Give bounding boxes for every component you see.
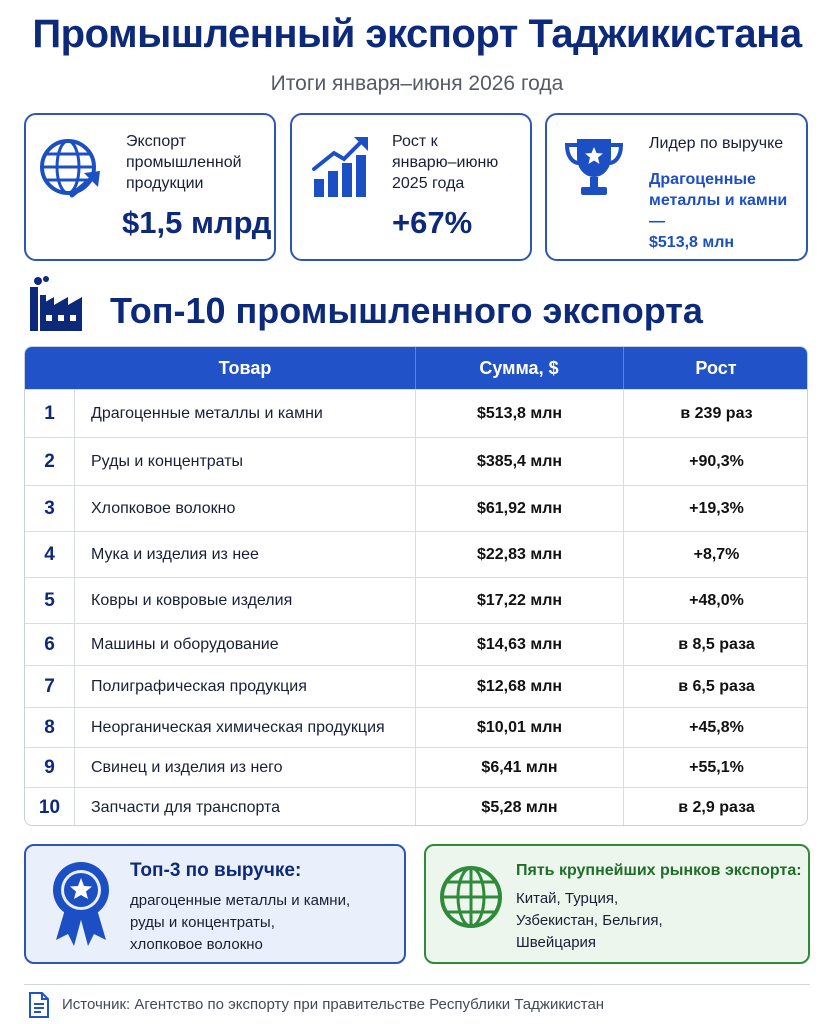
card-highlight-line: металлы и камни — — [649, 192, 788, 230]
row-sum: $385,4 млн — [415, 438, 623, 485]
row-growth: +19,3% — [623, 486, 808, 531]
revenue-leader-card — [545, 113, 808, 261]
page-title: Промышленный экспорт Таджикистана — [32, 12, 802, 56]
card-highlight-line: Драгоценные — [649, 171, 756, 188]
row-number: 8 — [25, 708, 75, 747]
card-label: Лидер по выручке — [649, 135, 784, 152]
table-header — [25, 347, 808, 389]
card-label-line: промышленной — [126, 154, 242, 171]
table-row — [25, 389, 808, 437]
row-number: 7 — [25, 666, 75, 707]
top10-table — [24, 346, 808, 826]
row-number: 4 — [25, 532, 75, 577]
table-row — [25, 787, 808, 826]
markets-line: Узбекистан, Бельгия, — [516, 912, 663, 929]
row-item: Неорганическая химическая продукция — [91, 718, 385, 736]
row-sum: $513,8 млн — [415, 390, 623, 437]
award-ribbon-icon — [48, 858, 114, 948]
trophy-icon — [561, 135, 627, 201]
row-number: 6 — [25, 624, 75, 665]
row-item: Машины и оборудование — [91, 635, 279, 653]
row-item: Ковры и ковровые изделия — [91, 591, 293, 609]
row-number: 5 — [25, 578, 75, 623]
factory-icon — [26, 275, 92, 333]
card-label-line: Рост к — [392, 133, 438, 150]
row-growth: в 239 раз — [623, 390, 808, 437]
growth-card — [290, 113, 532, 261]
card-value: +67% — [392, 205, 473, 240]
footer-divider — [24, 984, 810, 985]
card-label-line: продукции — [126, 175, 204, 192]
source-text: Источник: Агентство по экспорту при правительстве Республики Таджикистан — [62, 996, 605, 1013]
header-sum: Сумма, $ — [479, 358, 559, 378]
row-growth: +45,8% — [623, 708, 808, 747]
row-number: 10 — [25, 788, 75, 826]
row-item: Мука и изделия из нее — [91, 545, 259, 563]
row-growth: +55,1% — [623, 748, 808, 787]
row-growth: +90,3% — [623, 438, 808, 485]
row-sum: $6,41 млн — [415, 748, 623, 787]
card-highlight-line: $513,8 млн — [649, 234, 735, 251]
header-divider — [415, 347, 416, 389]
row-number: 1 — [25, 390, 75, 437]
top3-box — [24, 844, 406, 964]
row-item: Драгоценные металлы и камни — [91, 404, 323, 422]
card-value: $1,5 млрд — [122, 205, 272, 240]
table-row — [25, 623, 808, 665]
card-label-line: январю–июню — [392, 154, 499, 171]
row-number: 2 — [25, 438, 75, 485]
document-icon — [28, 992, 50, 1018]
row-number: 3 — [25, 486, 75, 531]
top3-line: драгоценные металлы и камни, — [130, 892, 351, 909]
header-growth: Рост — [695, 358, 737, 378]
row-item: Полиграфическая продукция — [91, 677, 307, 695]
row-item: Запчасти для транспорта — [91, 798, 281, 816]
table-row — [25, 747, 808, 787]
table-row — [25, 437, 808, 485]
markets-box — [424, 844, 810, 964]
bar-chart-up-icon — [310, 135, 372, 201]
row-sum: $12,68 млн — [415, 666, 623, 707]
row-number: 9 — [25, 748, 75, 787]
markets-line: Китай, Турция, — [516, 890, 619, 907]
export-total-card — [24, 113, 276, 261]
row-sum: $22,83 млн — [415, 532, 623, 577]
row-growth: в 2,9 раза — [623, 788, 808, 826]
top3-title: Топ-3 по выручке: — [130, 860, 302, 881]
globe-arrow-icon — [38, 137, 104, 203]
row-sum: $17,22 млн — [415, 578, 623, 623]
card-label-line: Экспорт — [126, 133, 187, 150]
row-item: Хлопковое волокно — [91, 499, 236, 517]
page-subtitle: Итоги января–июня 2026 года — [270, 72, 564, 95]
row-growth: +48,0% — [623, 578, 808, 623]
row-sum: $5,28 млн — [415, 788, 623, 826]
row-item: Руды и концентраты — [91, 452, 244, 470]
top3-line: хлопковое волокно — [130, 936, 263, 953]
table-row — [25, 665, 808, 707]
table-row — [25, 707, 808, 747]
row-sum: $14,63 млн — [415, 624, 623, 665]
row-item: Свинец и изделия из него — [91, 758, 283, 776]
row-growth: в 8,5 раза — [623, 624, 808, 665]
row-sum: $10,01 млн — [415, 708, 623, 747]
section-title: Топ-10 промышленного экспорта — [110, 290, 703, 331]
card-label-line: 2025 года — [392, 175, 465, 192]
top3-line: руды и концентраты, — [130, 914, 275, 931]
table-row — [25, 577, 808, 623]
header-divider — [623, 347, 624, 389]
globe-icon — [438, 864, 504, 930]
row-growth: +8,7% — [623, 532, 808, 577]
header-item: Товар — [218, 358, 272, 378]
row-growth: в 6,5 раза — [623, 666, 808, 707]
markets-line: Швейцария — [516, 934, 597, 951]
table-row — [25, 485, 808, 531]
markets-title: Пять крупнейших рынков экспорта: — [516, 862, 802, 879]
row-sum: $61,92 млн — [415, 486, 623, 531]
table-row — [25, 531, 808, 577]
